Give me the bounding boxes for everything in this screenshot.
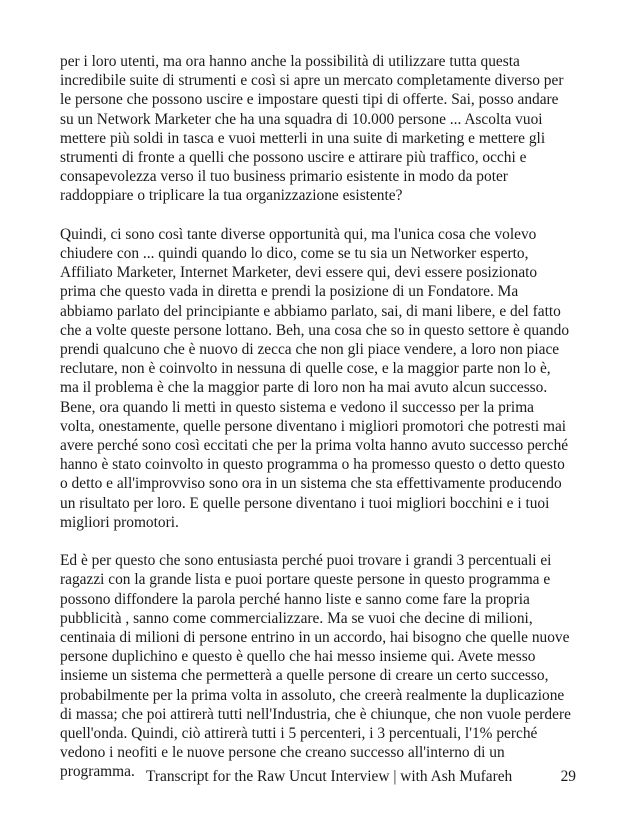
page-number: 29 [560, 768, 576, 785]
paragraph-3: Ed è per questo che sono entusiasta perché puoi trovare i grandi 3 percentuali ei ragazzi con la grande lista e puoi portare queste persone in questo programma e possono diffondere la parola perché hanno liste e sanno come fare la propria pubblicità , sanno come commercializzare. Ma se vuoi che decine di milioni, centinaia di milioni di persone entrino in un accordo, hai bisogno che quelle nuove persone duplichino e questo è quello che hai messo insieme qui. Avete messo insieme un sistema che permetterà a quelle persone di creare un certo successo, probabilmente per la prima volta in assoluto, che creerà realmente la duplicazione di massa; che poi attirerà tutti nell'Industria, che è chiunque, che non vuole perdere quell'onda. Quindi, ciò attirerà tutti i 5 percenteri, i 3 percentuali, l'1% perché vedono i neofiti e le nuove persone che creano successo all'interno di un programma. [60, 552, 571, 781]
body-text [60, 52, 588, 801]
footer-title: Transcript for the Raw Uncut Interview | with Ash Mufareh [146, 768, 513, 785]
paragraph-2: Quindi, ci sono così tante diverse opportunità qui, ma l'unica cosa che volevo chiudere con ... quindi quando lo dico, come se tu sia un Networker esperto, Affiliato Marketer, Internet Marketer, devi essere qui, devi essere posizionato prima che questo vada in diretta e prendi la posizione di un Fondatore. Ma abbiamo parlato del principiante e abbiamo parlato, sai, di mani libere, e del fatto che a volte queste persone lottano. Beh, una cosa che so in questo settore è quando prendi qualcuno che è nuovo di zecca che non gli piace vendere, a loro non piace reclutare, non è coinvolto in nessuna di quelle cose, e la maggior parte non lo è, ma il problema è che la maggior parte di loro non ha mai avuto alcun successo. Bene, ora quando li metti in questo sistema e vedono il successo per la prima volta, onestamente, quelle persone diventano i migliori promotori che potresti mai avere perché sono così eccitati che per la prima volta hanno avuto successo perché hanno è stato coinvolto in questo programma o ha promesso questo o detto questo o detto e all'improvviso sono ora in un sistema che sta effettivamente producendo un risultato per loro. E quelle persone diventano i tuoi migliori bocchini e i tuoi migliori promotori. [60, 225, 570, 531]
paragraph-1: per i loro utenti, ma ora hanno anche la possibilità di utilizzare tutta questa incredibile suite di strumenti e così si apre un mercato completamente diverso per le persone che possono uscire e impostare questi tipi di offerte. Sai, posso andare su un Network Marketer che ha una squadra di 10.000 persone ... Ascolta vuoi mettere più soldi in tasca e vuoi metterli in una suite di marketing e mettere gli strumenti di fronte a quelli che possono uscire e attirare più traffico, occhi e consapevolezza verso il tuo business primario esistente in modo da poter raddoppiare o triplicare la tua organizzazione esistente? [60, 53, 564, 205]
